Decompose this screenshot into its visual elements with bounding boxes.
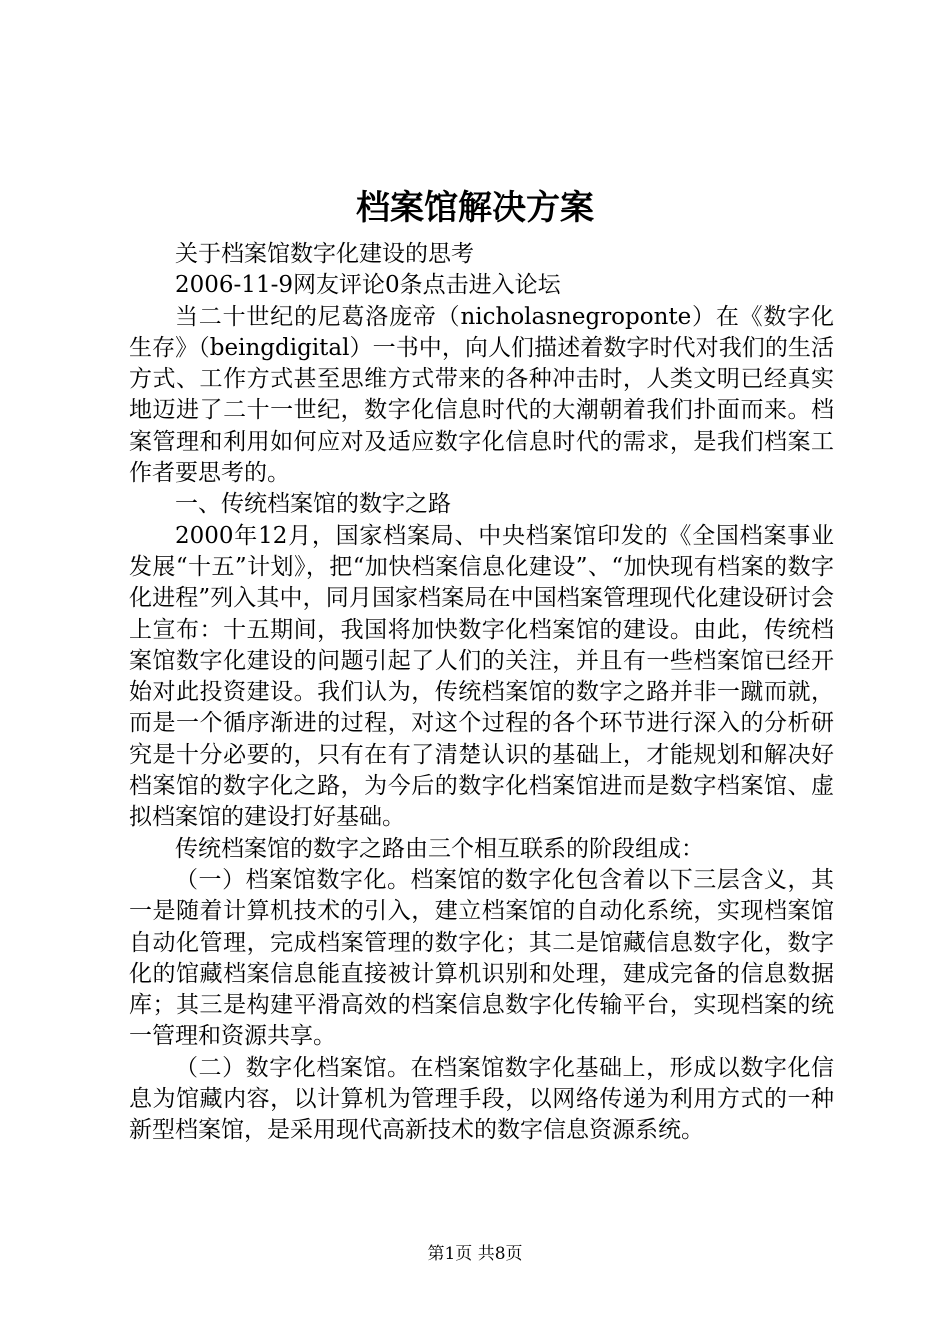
document-body [129, 239, 834, 1147]
body-paragraph: 2000年12月，国家档案局、中央档案馆印发的《全国档案事业发展“十五”计划》，把“加快档案信息化建设”、“加快现有档案的数字化进程”列入其中，同月国家档案局在中国档案管理现代化建设研讨会上宣布：十五期间，我国将加快数字化档案馆的建设。由此，传统档案馆数字化建设的问题引起了人们的关注，并且有一些档案馆已经开始对此投资建设。我们认为，传统档案馆的数字之路并非一蹴而就，而是一个循序渐进的过程，对这个过程的各个环节进行深入的分析研究是十分必要的，只有在有了清楚认识的基础上，才能规划和解决好档案馆的数字化之路，为今后的数字化档案馆进而是数字档案馆、虚拟档案馆的建设打好基础。 [129, 522, 834, 831]
body-paragraph: 传统档案馆的数字之路由三个相互联系的阶段组成： [175, 835, 704, 862]
document-title: 档案馆解决方案 [356, 188, 594, 228]
body-paragraph: （一）档案馆数字化。档案馆的数字化包含着以下三层含义，其一是随着计算机技术的引入，建立档案馆的自动化系统，实现档案馆自动化管理，完成档案管理的数字化；其二是馆藏信息数字化，数字化的馆藏档案信息能直接被计算机识别和处理，建成完备的信息数据库；其三是构建平滑高效的档案信息数字化传输平台，实现档案的统一管理和资源共享。 [129, 866, 834, 1050]
section-heading: 一、传统档案馆的数字之路 [175, 491, 451, 518]
meta-paragraph: 2006-11-9网友评论0条点击进入论坛 [175, 272, 561, 299]
intro-paragraph: 当二十世纪的尼葛洛庞帝（nicholasnegroponte）在《数字化生存》（beingdigital）一书中，向人们描述着数字时代对我们的生活方式、工作方式甚至思维方式带来的各种冲击时，人类文明已经真实地迈进了二十一世纪，数字化信息时代的大潮朝着我们扑面而来。档案管理和利用如何应对及适应数字化信息时代的需求，是我们档案工作者要思考的。 [129, 303, 834, 487]
page-number: 第1页 共8页 [427, 1244, 523, 1264]
body-paragraph: （二）数字化档案馆。在档案馆数字化基础上，形成以数字化信息为馆藏内容，以计算机为管理手段，以网络传递为利用方式的一种新型档案馆，是采用现代高新技术的数字信息资源系统。 [129, 1054, 834, 1144]
subtitle-paragraph: 关于档案馆数字化建设的思考 [175, 241, 474, 267]
